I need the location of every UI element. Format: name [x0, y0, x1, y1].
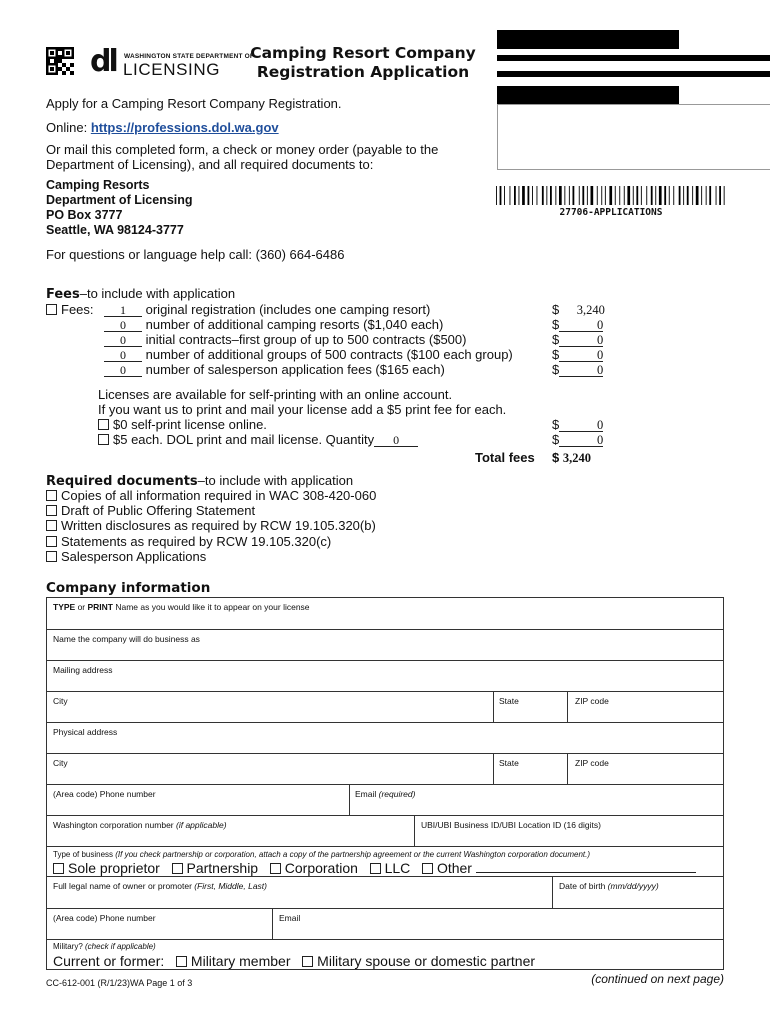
fee-row: [104, 332, 466, 348]
phone-label: (Area code) Phone number: [53, 789, 156, 799]
dollar-sign: $: [552, 317, 560, 332]
zip-label: ZIP code: [575, 758, 609, 768]
license-name-field[interactable]: [46, 597, 724, 629]
fee-amount-row: [552, 362, 603, 378]
state-label: State: [499, 758, 519, 768]
self-print-option: [98, 417, 267, 433]
mail-print-qty-field[interactable]: 0: [374, 434, 418, 447]
owner-phone-label: (Area code) Phone number: [53, 913, 156, 923]
other-checkbox[interactable]: [422, 863, 433, 874]
company-info-heading: Company information: [46, 580, 211, 596]
agency-name-small: WASHINGTON STATE DEPARTMENT OF: [124, 53, 255, 60]
ubi-field[interactable]: [414, 816, 723, 846]
fee-amount-row: [552, 317, 603, 333]
online-link[interactable]: https://professions.dol.wa.gov: [90, 120, 279, 135]
online-line: [46, 120, 279, 136]
online-label: Online:: [46, 120, 88, 135]
office-use-bar: [497, 55, 770, 61]
fee-row-label: number of additional groups of 500 contracts ($100 each group): [145, 347, 513, 362]
fee-row-label: original registration (includes one camping resort): [145, 302, 431, 317]
other-specify-field[interactable]: [476, 872, 696, 873]
dollar-sign: $: [552, 450, 560, 465]
dob-label: Date of birth (mm/dd/yyyy): [559, 881, 659, 891]
owner-email-label: Email: [279, 913, 301, 923]
wa-corp-label: Washington corporation number (if applicable): [53, 820, 227, 830]
doc-label: Draft of Public Offering Statement: [61, 503, 256, 518]
fees-checkbox-row: [46, 302, 94, 318]
military-member-label: Military member: [190, 953, 291, 969]
mail-print-checkbox[interactable]: [98, 434, 109, 445]
fee-amount[interactable]: 0: [559, 334, 603, 347]
physical-address-label: Physical address: [53, 727, 118, 737]
doc-checkbox[interactable]: [46, 536, 57, 547]
owner-email-field[interactable]: [272, 909, 723, 939]
required-doc-item: [46, 488, 376, 504]
form-id-footer: CC-612-001 (R/1/23)WA Page 1 of 3: [46, 978, 193, 988]
mailing-zip-field[interactable]: [567, 692, 723, 722]
fee-qty-field[interactable]: 0: [104, 319, 142, 332]
required-docs-title: Required documents: [46, 474, 198, 489]
doc-checkbox[interactable]: [46, 520, 57, 531]
sole-proprietor-checkbox[interactable]: [53, 863, 64, 874]
barcode-icon: [496, 186, 726, 205]
fee-amount-row: [552, 302, 605, 318]
sole-proprietor-label: Sole proprietor: [68, 860, 160, 876]
business-type-row: [46, 846, 724, 876]
self-print-checkbox[interactable]: [98, 419, 109, 430]
total-fees-amount: 3,240: [562, 451, 591, 465]
barcode-label: 27706-APPLICATIONS: [559, 207, 663, 218]
fee-amount-row: [552, 332, 603, 348]
doc-label: Written disclosures as required by RCW 19.105.320(b): [61, 518, 376, 533]
fee-row-label: initial contracts–first group of up to 500 contracts ($500): [145, 332, 467, 347]
mailing-address-block: [46, 178, 193, 238]
fee-qty-field[interactable]: 1: [104, 304, 142, 317]
city-label: City: [53, 758, 68, 768]
physical-state-field[interactable]: [493, 754, 567, 784]
fee-amount[interactable]: 0: [559, 349, 603, 362]
address-line: Seattle, WA 98124-3777: [46, 223, 184, 237]
fees-heading-suffix: –to include with application: [79, 286, 236, 301]
required-doc-item: [46, 549, 206, 565]
fees-label: Fees:: [61, 302, 94, 317]
office-use-box: [497, 104, 770, 170]
dollar-sign: $: [552, 302, 560, 317]
fee-amount-row: [552, 347, 603, 363]
mailing-state-field[interactable]: [493, 692, 567, 722]
email-required-label: Email (required): [355, 789, 416, 799]
required-doc-item: [46, 534, 331, 550]
fee-qty-field[interactable]: 0: [104, 364, 142, 377]
apply-text: Apply for a Camping Resort Company Registration.: [46, 96, 342, 111]
fee-row-label: number of additional camping resorts ($1,040 each): [145, 317, 444, 332]
required-doc-item: [46, 503, 255, 519]
dollar-sign: $: [552, 362, 560, 377]
corporation-checkbox[interactable]: [270, 863, 281, 874]
self-print-amount[interactable]: 0: [559, 419, 603, 432]
required-doc-item: [46, 518, 376, 534]
physical-address-field[interactable]: [46, 722, 724, 753]
doc-label: Salesperson Applications: [61, 549, 207, 564]
zip-label: ZIP code: [575, 696, 609, 706]
license-name-label: TYPE or PRINT Name as you would like it to appear on your license: [53, 602, 310, 612]
self-print-label: $0 self-print license online.: [113, 417, 267, 432]
military-spouse-label: Military spouse or domestic partner: [317, 953, 536, 969]
partnership-checkbox[interactable]: [172, 863, 183, 874]
physical-zip-field[interactable]: [567, 754, 723, 784]
mail-print-label: $5 each. DOL print and mail license. Quantity: [113, 432, 375, 447]
fee-qty-field[interactable]: 0: [104, 349, 142, 362]
state-label: State: [499, 696, 519, 706]
dollar-sign: $: [552, 432, 560, 447]
office-use-bar: [497, 71, 770, 77]
fee-row: [104, 302, 604, 318]
mail-instructions-2: Department of Licensing), and all required documents to:: [46, 157, 374, 172]
military-row: [46, 939, 724, 970]
fees-heading: [46, 286, 235, 303]
corporation-label: Corporation: [284, 860, 358, 876]
continued-note: (continued on next page): [591, 972, 724, 986]
dob-field[interactable]: [552, 877, 723, 908]
form-title-line1: Camping Resort Company: [250, 44, 476, 62]
company-email-field[interactable]: [349, 785, 723, 815]
dba-name-label: Name the company will do business as: [53, 634, 200, 644]
dollar-sign: $: [552, 347, 560, 362]
qr-code-icon: [46, 46, 74, 76]
fee-row: [104, 362, 445, 378]
military-member-checkbox[interactable]: [176, 956, 187, 967]
office-use-bar: [497, 86, 679, 105]
mailing-address-label: Mailing address: [53, 665, 113, 675]
fee-row: [104, 347, 513, 363]
military-spouse-checkbox[interactable]: [302, 956, 313, 967]
fee-qty-field[interactable]: 0: [104, 334, 142, 347]
licensing-logo-mark: dl: [90, 44, 116, 79]
fees-checkbox[interactable]: [46, 304, 57, 315]
required-docs-suffix: –to include with application: [197, 473, 354, 488]
physical-city-row: [46, 753, 724, 784]
llc-label: LLC: [384, 860, 411, 876]
total-fees-row: [552, 450, 591, 466]
owner-contact-row: [46, 908, 724, 939]
mail-print-option: [98, 432, 418, 448]
mail-instructions-1: Or mail this completed form, a check or money order (payable to the: [46, 142, 439, 157]
help-phone-text: For questions or language help call: (360) 664-6486: [46, 247, 345, 262]
mailing-address-field[interactable]: [46, 660, 724, 691]
self-print-amount-row: [552, 417, 603, 433]
owner-row: [46, 876, 724, 908]
address-line: Department of Licensing: [46, 193, 193, 207]
other-label: Other: [436, 860, 472, 876]
ubi-label: UBI/UBI Business ID/UBI Location ID (16 digits): [421, 820, 601, 830]
license-note-1: Licenses are available for self-printing with an online account.: [98, 387, 453, 402]
corp-ubi-row: [46, 815, 724, 846]
llc-checkbox[interactable]: [370, 863, 381, 874]
license-note-2: If you want us to print and mail your license add a $5 print fee for each.: [98, 402, 507, 417]
mailing-city-row: [46, 691, 724, 722]
agency-name-big: LICENSING: [123, 60, 221, 79]
dollar-sign: $: [552, 332, 560, 347]
military-label: Military? (check if applicable): [53, 942, 156, 951]
fee-row-label: number of salesperson application fees ($165 each): [145, 362, 445, 377]
dollar-sign: $: [552, 417, 560, 432]
doc-label: Copies of all information required in WAC 308-420-060: [61, 488, 377, 503]
fee-amount[interactable]: 0: [559, 319, 603, 332]
fees-heading-title: Fees: [46, 287, 80, 302]
doc-label: Statements as required by RCW 19.105.320(c): [61, 534, 332, 549]
total-fees-label: Total fees: [475, 450, 535, 465]
address-line: Camping Resorts: [46, 178, 150, 192]
mail-print-amount-row: [552, 432, 603, 448]
fee-row: [104, 317, 443, 333]
partnership-label: Partnership: [186, 860, 259, 876]
phone-email-row: [46, 784, 724, 815]
doc-checkbox[interactable]: [46, 551, 57, 562]
military-options: [53, 953, 535, 969]
owner-name-label: Full legal name of owner or promoter (First, Middle, Last): [53, 881, 268, 891]
fee-amount: 3,240: [576, 303, 605, 317]
doc-checkbox[interactable]: [46, 505, 57, 516]
mail-print-amount[interactable]: 0: [559, 434, 603, 447]
business-type-options: [53, 860, 696, 876]
address-line: PO Box 3777: [46, 208, 123, 222]
fee-amount[interactable]: 0: [559, 364, 603, 377]
business-type-label: Type of business (If you check partnership or corporation, attach a copy of the partnership agreement or the current Washington corporation document.): [53, 850, 591, 859]
form-title-line2: Registration Application: [256, 63, 470, 81]
doc-checkbox[interactable]: [46, 490, 57, 501]
military-prefix: Current or former:: [53, 953, 165, 969]
city-label: City: [53, 696, 68, 706]
dba-name-field[interactable]: [46, 629, 724, 660]
office-use-bar: [497, 30, 679, 49]
